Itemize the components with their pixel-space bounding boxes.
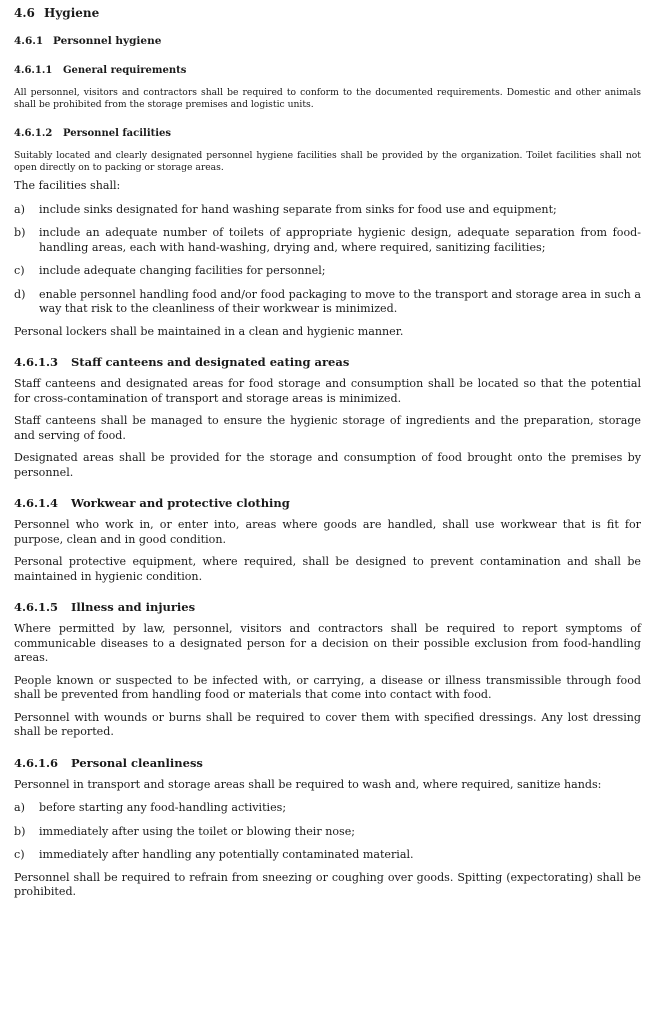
list-item-text: before starting any food-handling activities; [39, 801, 287, 814]
paragraph-general-requirements: All personnel, visitors and contractors shall be required to conform to the documented requirements. Domestic and other animals shall be prohibited from the storage premises and logistic units. [14, 87, 641, 110]
section-number: 4.6.1.2 [14, 128, 53, 139]
section-heading-4-6 [14, 6, 641, 20]
section-title: Personnel facilities [63, 128, 172, 139]
section-number: 4.6 [14, 6, 35, 20]
paragraph-facilities-intro: The facilities shall: [14, 179, 121, 192]
section-heading-4-6-1-5 [14, 600, 641, 614]
list-item [14, 264, 641, 279]
list-marker: b) [14, 824, 26, 838]
list-marker: c) [14, 264, 25, 277]
paragraph-workwear-2: Personal protective equipment, where required, shall be designed to prevent contamination and shall be maintained in hygienic condition. [14, 555, 641, 583]
paragraph-illness-3: Personnel with wounds or burns shall be required to cover them with specified dressings. Any lost dressing shall be reported. [14, 710, 641, 738]
section-heading-4-6-1 [14, 35, 641, 48]
section-heading-4-6-1-6 [14, 756, 641, 770]
section-title: General requirements [63, 65, 187, 76]
section-heading-4-6-1-3 [14, 355, 641, 369]
section-title: Personnel hygiene [53, 35, 162, 47]
list-marker: a) [14, 202, 25, 216]
paragraph-illness-2: People known or suspected to be infected with, or carrying, a disease or illness transmissible through food shall be prevented from handling food or materials that come into contact with food. [14, 673, 641, 701]
paragraph-cleanliness-2: Personnel shall be required to refrain from sneezing or coughing over goods. Spitting (expectorating) shall be prohibited. [14, 870, 641, 898]
section-number: 4.6.1 [14, 35, 44, 47]
list-marker: d) [14, 287, 26, 301]
list-item [14, 801, 641, 816]
section-title: Staff canteens and designated eating areas [71, 355, 350, 369]
section-heading-4-6-1-1 [14, 64, 641, 77]
list-item [14, 288, 641, 317]
paragraph-cleanliness-1: Personnel in transport and storage areas shall be required to wash and, where required, sanitize hands: [14, 777, 602, 791]
section-title: Hygiene [44, 6, 100, 20]
section-number: 4.6.1.4 [14, 496, 59, 510]
paragraph-canteens-1: Staff canteens and designated areas for food storage and consumption shall be located so that the potential for cross-contamination of transport and storage areas is minimized. [14, 377, 641, 405]
section-heading-4-6-1-4 [14, 496, 641, 510]
paragraph-illness-1: Where permitted by law, personnel, visitors and contractors shall be required to report symptoms of communicable diseases to a designated person for a decision on their possible exclusion from food-handling areas. [14, 622, 641, 664]
section-heading-4-6-1-2 [14, 127, 641, 140]
list-item-text: include adequate changing facilities for personnel; [39, 264, 326, 277]
list-item [14, 226, 641, 255]
section-title: Illness and injuries [71, 600, 196, 614]
paragraph-canteens-2: Staff canteens shall be managed to ensure the hygienic storage of ingredients and the preparation, storage and serving of food. [14, 414, 641, 442]
list-item-text: immediately after handling any potentially contaminated material. [39, 848, 414, 861]
section-number: 4.6.1.5 [14, 600, 59, 614]
list-item [14, 203, 641, 218]
list-marker: a) [14, 801, 25, 814]
section-number: 4.6.1.1 [14, 65, 53, 76]
list-item-text: immediately after using the toilet or blowing their nose; [39, 824, 356, 838]
list-item-text: include sinks designated for hand washing separate from sinks for food use and equipment; [39, 202, 557, 216]
section-number: 4.6.1.3 [14, 355, 59, 369]
paragraph-workwear-1: Personnel who work in, or enter into, areas where goods are handled, shall use workwear that is fit for purpose, clean and in good condition. [14, 518, 641, 546]
list-item-text: include an adequate number of toilets of appropriate hygienic design, adequate separation from food-handling areas, each with hand-washing, drying and, where required, sanitizing facilities; [39, 226, 641, 254]
section-title: Personal cleanliness [71, 755, 203, 770]
list-marker: b) [14, 226, 26, 239]
paragraph-lockers: Personal lockers shall be maintained in a clean and hygienic manner. [14, 324, 404, 338]
list-marker: c) [14, 848, 25, 861]
cleanliness-list [14, 801, 641, 863]
paragraph-canteens-3: Designated areas shall be provided for the storage and consumption of food brought onto the premises by personnel. [14, 451, 641, 479]
facilities-list [14, 203, 641, 317]
list-item [14, 848, 641, 863]
list-item [14, 825, 641, 840]
section-number: 4.6.1.6 [14, 755, 59, 770]
paragraph-personnel-facilities: Suitably located and clearly designated personnel hygiene facilities shall be provided by the organization. Toilet facilities shall not open directly on to packing or storage areas. [14, 150, 641, 173]
list-item-text: enable personnel handling food and/or food packaging to move to the transport and storage area in such a way that risk to the cleanliness of their workwear is minimized. [39, 287, 641, 315]
section-title: Workwear and protective clothing [71, 496, 290, 510]
